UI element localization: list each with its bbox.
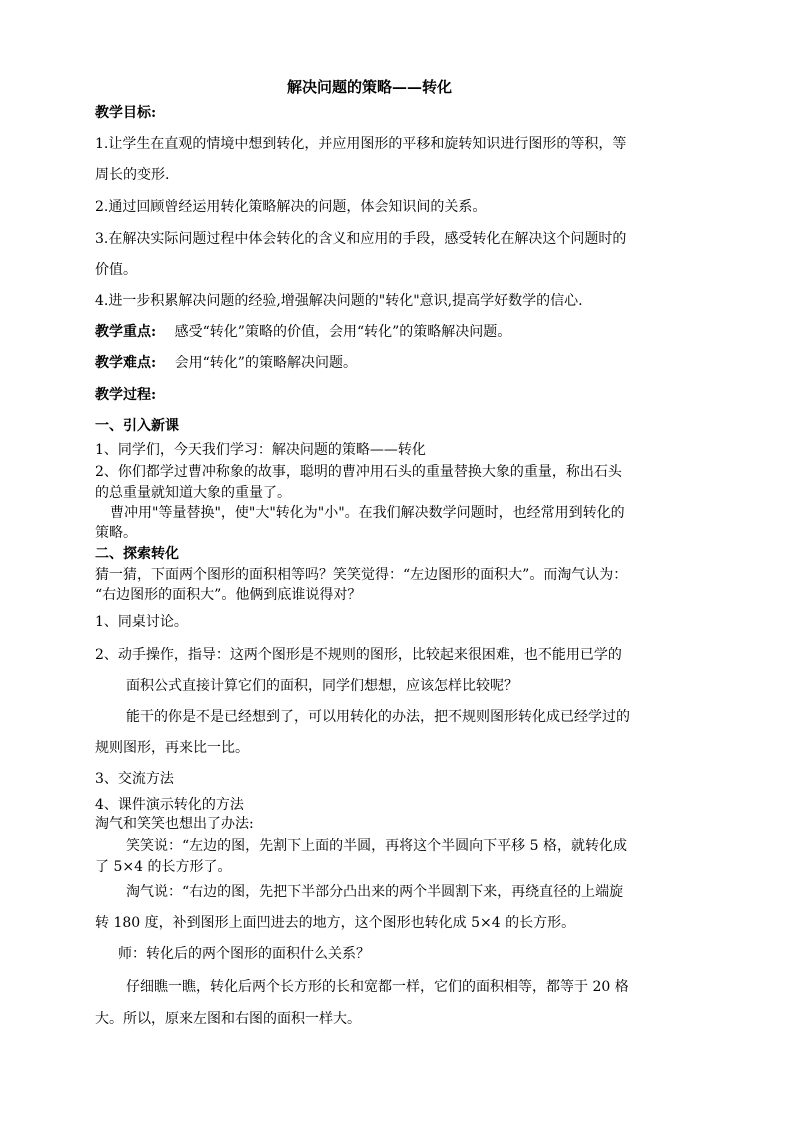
process-heading: 教学过程:	[95, 387, 157, 403]
difficult-points	[95, 354, 357, 372]
conclusion-line-1: 仔细瞧一瞧，转化后两个长方形的长和宽都一样，它们的面积相等，都等于 20 格	[126, 979, 629, 995]
s1-para-1: 1、同学们，今天我们学习：解决问题的策略——转化	[95, 442, 426, 458]
s2-item-2-para-2-line-2: 规则图形，再来比一比。	[95, 740, 249, 756]
section-2-heading: 二、探索转化	[95, 546, 179, 562]
s2-item-2-line-2: 面积公式直接计算它们的面积，同学们想想，应该怎样比较呢？	[126, 678, 518, 694]
xiaoxiao-line-1: 笑笑说：“左边的图，先割下上面的半圆，再将这个半圆向下平移 5 格，就转化成	[126, 838, 627, 854]
s2-item-1: 1、同桌讨论。	[95, 614, 188, 630]
goal-4: 4.进一步积累解决问题的经验,增强解决问题的"转化"意识,提高学好数学的信心.	[95, 293, 583, 309]
goal-1-line-1: 1.让学生在直观的情境中想到转化，并应用图形的平移和旋转知识进行图形的等积，等	[95, 136, 627, 152]
xiaoxiao-line-2: 了 5×4 的长方形了。	[95, 859, 232, 875]
s2-item-4: 4、课件演示转化的方法	[95, 797, 244, 813]
s2-para-1-line-1: 猜一猜，下面两个图形的面积相等吗？笑笑觉得：“左边图形的面积大”。而淘气认为：	[95, 567, 628, 583]
key-points-text: 感受“转化”策略的价值，会用“转化”的策略解决问题。	[174, 324, 512, 340]
goal-3-line-1: 3.在解决实际问题过程中体会转化的含义和应用的手段，感受转化在解决这个问题时的	[95, 231, 627, 247]
goal-1-line-2: 周长的变形.	[95, 167, 170, 183]
conclusion-line-2: 大。所以，原来左图和右图的面积一样大。	[95, 1011, 361, 1027]
goals-heading: 教学目标:	[95, 105, 157, 121]
taoqi-line-2: 转 180 度，补到图形上面凹进去的地方，这个图形也转化成 5×4 的长方形。	[95, 915, 576, 931]
goal-2: 2.通过回顾曾经运用转化策略解决的问题，体会知识间的关系。	[95, 199, 487, 215]
difficult-points-text: 会用“转化”的策略解决问题。	[174, 355, 357, 371]
s1-para-2-line-1: 2、你们都学过曹冲称象的故事，聪明的曹冲用石头的重量替换大象的重量，称出石头	[95, 464, 622, 480]
s1-para-3-line-2: 策略。	[95, 525, 137, 541]
s1-para-2-line-2: 的总重量就知道大象的重量了。	[95, 485, 291, 501]
document-title: 解决问题的策略——转化	[287, 78, 453, 96]
s2-para-1-line-2: “右边图形的面积大”。他俩到底谁说得对？	[95, 587, 362, 603]
section-1-heading: 一、引入新课	[95, 418, 179, 434]
s2-item-3: 3、交流方法	[95, 771, 174, 787]
teacher-question: 师：转化后的两个图形的面积什么关系？	[118, 946, 370, 962]
key-points	[95, 323, 511, 341]
key-points-label: 教学重点:	[95, 324, 157, 340]
s1-para-3-line-1: 曹冲用"等量替换"，使"大"转化为"小"。在我们解决数学问题时，也经常用到转化的	[110, 505, 625, 521]
s2-item-2-para-2-line-1: 能干的你是不是已经想到了，可以用转化的办法，把不规则图形转化成已经学过的	[126, 709, 630, 725]
goal-3-line-2: 价值。	[95, 262, 137, 278]
s2-item-2-line-1: 2、动手操作，指导：这两个图形是不规则的图形，比较起来很困难，也不能用已学的	[95, 647, 622, 663]
difficult-points-label: 教学难点:	[95, 355, 157, 371]
s2-intro: 淘气和笑笑也想出了办法:	[95, 816, 254, 832]
taoqi-line-1: 淘气说：“右边的图，先把下半部分凸出来的两个半圆割下来，再绕直径的上端旋	[126, 884, 624, 900]
